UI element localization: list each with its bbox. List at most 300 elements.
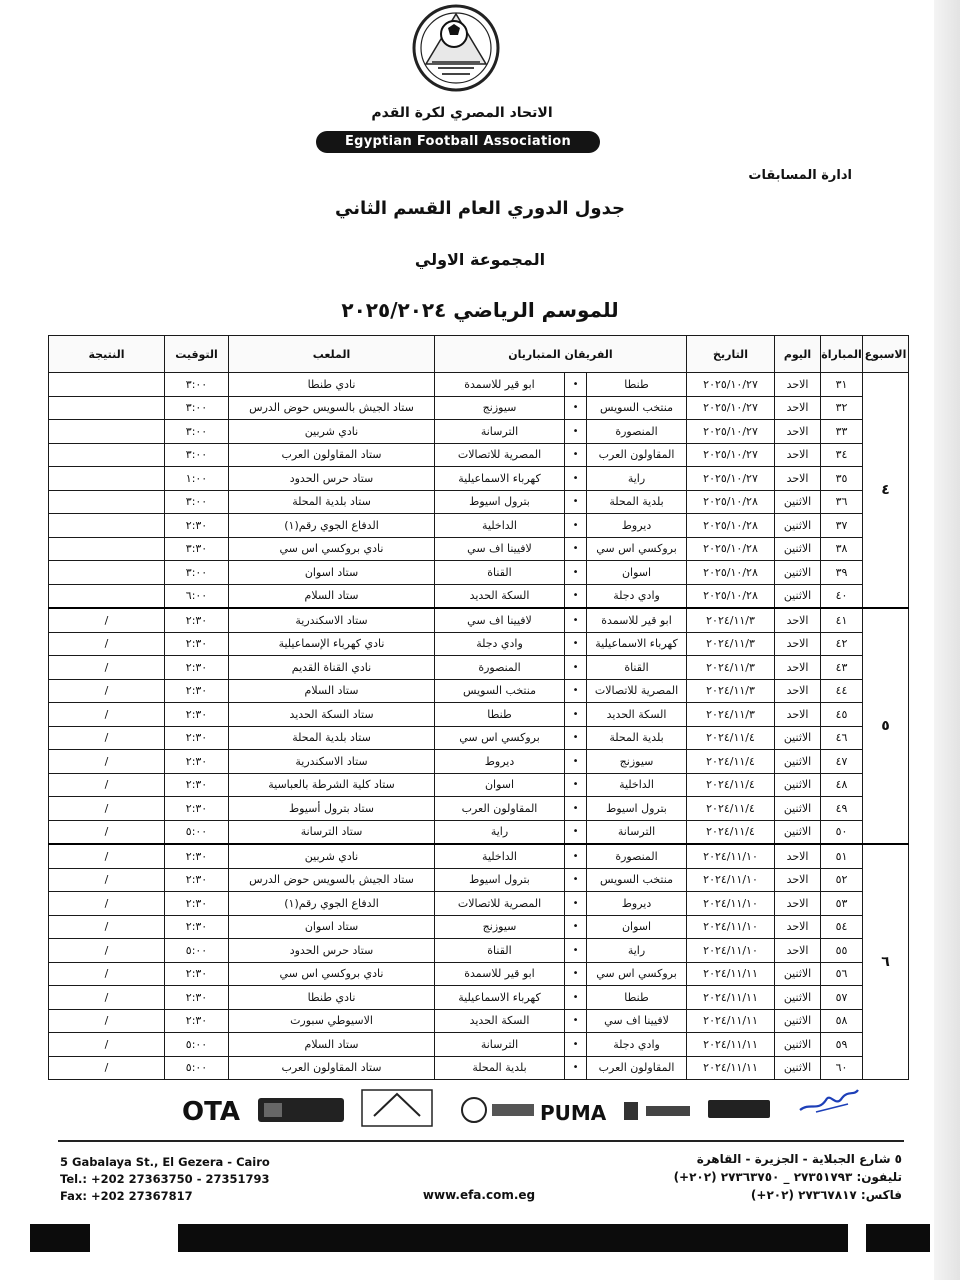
stadium-cell: نادي شربين bbox=[229, 844, 435, 868]
day-cell: الاثنين bbox=[775, 773, 821, 797]
versus-dot: • bbox=[565, 797, 587, 821]
away-team-cell: منتخب السويس bbox=[435, 679, 565, 703]
versus-dot: • bbox=[565, 750, 587, 774]
time-cell: ٢:٣٠ bbox=[165, 962, 229, 986]
result-cell: / bbox=[49, 939, 165, 963]
signature-mark bbox=[796, 1082, 862, 1118]
date-cell: ٢٠٢٤/١١/١٠ bbox=[687, 868, 775, 892]
time-cell: ٣:٠٠ bbox=[165, 420, 229, 444]
date-cell: ٢٠٢٤/١١/٣ bbox=[687, 656, 775, 680]
home-team-cell: بلدية المحلة bbox=[587, 490, 687, 514]
week-number-cell: ٥ bbox=[863, 608, 909, 844]
match-row bbox=[49, 490, 909, 514]
stadium-cell: ستاد الترسانة bbox=[229, 820, 435, 844]
col-header-day: اليوم bbox=[775, 336, 821, 373]
result-cell: / bbox=[49, 892, 165, 916]
stadium-cell: ستاد السلام bbox=[229, 679, 435, 703]
address-english: 5 Gabalaya St., El Gezera - Cairo bbox=[60, 1155, 270, 1169]
versus-dot: • bbox=[565, 561, 587, 585]
versus-dot: • bbox=[565, 584, 587, 608]
stadium-cell: نادي القناة القديم bbox=[229, 656, 435, 680]
stadium-cell: ستاد السكة الحديد bbox=[229, 703, 435, 727]
day-cell: الاحد bbox=[775, 396, 821, 420]
versus-dot: • bbox=[565, 773, 587, 797]
sponsor-ota-logo: OTA bbox=[182, 1097, 240, 1127]
federation-name-arabic: الاتحاد المصري لكرة القدم bbox=[371, 105, 553, 121]
match-no-cell: ٣٤ bbox=[821, 443, 863, 467]
date-cell: ٢٠٢٤/١١/٤ bbox=[687, 750, 775, 774]
result-cell: / bbox=[49, 1033, 165, 1057]
result-cell: / bbox=[49, 773, 165, 797]
home-team-cell: بروكسي اس سي bbox=[587, 962, 687, 986]
match-no-cell: ٣٥ bbox=[821, 467, 863, 491]
day-cell: الاثنين bbox=[775, 962, 821, 986]
away-team-cell: بترول اسيوط bbox=[435, 868, 565, 892]
match-schedule-table bbox=[48, 335, 909, 1080]
stadium-cell: ستاد الاسكندرية bbox=[229, 608, 435, 632]
stadium-cell: نادي شربين bbox=[229, 420, 435, 444]
result-cell bbox=[49, 561, 165, 585]
time-cell: ٢:٣٠ bbox=[165, 514, 229, 538]
col-header-week: الاسبوع bbox=[863, 336, 909, 373]
away-team-cell: السكة الحديد bbox=[435, 584, 565, 608]
date-cell: ٢٠٢٥/١٠/٢٨ bbox=[687, 490, 775, 514]
time-cell: ٢:٣٠ bbox=[165, 986, 229, 1010]
away-team-cell: بترول اسيوط bbox=[435, 490, 565, 514]
time-cell: ٣:٠٠ bbox=[165, 396, 229, 420]
time-cell: ٣:٠٠ bbox=[165, 443, 229, 467]
stadium-cell: ستاد بلدية المحلة bbox=[229, 726, 435, 750]
result-cell: / bbox=[49, 962, 165, 986]
day-cell: الاثنين bbox=[775, 726, 821, 750]
result-cell bbox=[49, 514, 165, 538]
match-no-cell: ٣٣ bbox=[821, 420, 863, 444]
time-cell: ٣:٠٠ bbox=[165, 490, 229, 514]
result-cell: / bbox=[49, 868, 165, 892]
federation-name-english: Egyptian Football Association bbox=[316, 131, 600, 153]
stadium-cell: ستاد اسوان bbox=[229, 561, 435, 585]
versus-dot: • bbox=[565, 820, 587, 844]
date-cell: ٢٠٢٥/١٠/٢٧ bbox=[687, 420, 775, 444]
result-cell bbox=[49, 490, 165, 514]
versus-dot: • bbox=[565, 1056, 587, 1080]
home-team-cell: المقاولون العرب bbox=[587, 443, 687, 467]
match-no-cell: ٤٦ bbox=[821, 726, 863, 750]
away-team-cell: المصرية للاتصالات bbox=[435, 443, 565, 467]
day-cell: الاحد bbox=[775, 467, 821, 491]
time-cell: ٣:٣٠ bbox=[165, 537, 229, 561]
match-row bbox=[49, 892, 909, 916]
result-cell bbox=[49, 584, 165, 608]
day-cell: الاحد bbox=[775, 420, 821, 444]
stadium-cell: ستاد الاسكندرية bbox=[229, 750, 435, 774]
result-cell: / bbox=[49, 703, 165, 727]
match-no-cell: ٣٩ bbox=[821, 561, 863, 585]
department-label: ادارة المسابقات bbox=[748, 168, 852, 183]
footer-contact-arabic bbox=[674, 1150, 902, 1204]
home-team-cell: وادي دجلة bbox=[587, 584, 687, 608]
date-cell: ٢٠٢٥/١٠/٢٧ bbox=[687, 396, 775, 420]
home-team-cell: بلدية المحلة bbox=[587, 726, 687, 750]
away-team-cell: لافيينا اف سي bbox=[435, 537, 565, 561]
stadium-cell: الدفاع الجوي رقم(١) bbox=[229, 892, 435, 916]
fax-english: Fax: +202 27367817 bbox=[60, 1189, 193, 1203]
match-row bbox=[49, 1056, 909, 1080]
time-cell: ٢:٣٠ bbox=[165, 773, 229, 797]
match-row bbox=[49, 986, 909, 1010]
away-team-cell: الداخلية bbox=[435, 844, 565, 868]
stadium-cell: ستاد حرس الحدود bbox=[229, 467, 435, 491]
match-no-cell: ٣٧ bbox=[821, 514, 863, 538]
away-team-cell: المقاولون العرب bbox=[435, 797, 565, 821]
away-team-cell: القناة bbox=[435, 939, 565, 963]
match-no-cell: ٤٢ bbox=[821, 632, 863, 656]
date-cell: ٢٠٢٤/١١/٤ bbox=[687, 726, 775, 750]
day-cell: الاحد bbox=[775, 703, 821, 727]
day-cell: الاثنين bbox=[775, 584, 821, 608]
document-title: جدول الدوري العام القسم الثاني bbox=[335, 198, 625, 219]
match-row bbox=[49, 962, 909, 986]
match-no-cell: ٥٨ bbox=[821, 1009, 863, 1033]
home-team-cell: منتخب السويس bbox=[587, 868, 687, 892]
away-team-cell: الترسانة bbox=[435, 1033, 565, 1057]
telephone-english: Tel.: +202 27363750 - 27351793 bbox=[60, 1172, 270, 1186]
time-cell: ٣:٠٠ bbox=[165, 561, 229, 585]
match-no-cell: ٥٦ bbox=[821, 962, 863, 986]
date-cell: ٢٠٢٤/١١/٣ bbox=[687, 608, 775, 632]
versus-dot: • bbox=[565, 679, 587, 703]
time-cell: ٥:٠٠ bbox=[165, 939, 229, 963]
footer-contact-english bbox=[60, 1154, 270, 1205]
date-cell: ٢٠٢٤/١١/٣ bbox=[687, 632, 775, 656]
time-cell: ٥:٠٠ bbox=[165, 820, 229, 844]
date-cell: ٢٠٢٤/١١/١١ bbox=[687, 962, 775, 986]
result-cell: / bbox=[49, 750, 165, 774]
away-team-cell: سيوزنج bbox=[435, 396, 565, 420]
home-team-cell: اسوان bbox=[587, 561, 687, 585]
home-team-cell: ديروط bbox=[587, 514, 687, 538]
day-cell: الاثنين bbox=[775, 1056, 821, 1080]
match-row bbox=[49, 750, 909, 774]
date-cell: ٢٠٢٤/١١/٤ bbox=[687, 797, 775, 821]
home-team-cell: بروكسي اس سي bbox=[587, 537, 687, 561]
efa-logo bbox=[404, 2, 508, 100]
time-cell: ٢:٣٠ bbox=[165, 656, 229, 680]
date-cell: ٢٠٢٤/١١/٣ bbox=[687, 679, 775, 703]
away-team-cell: طنطا bbox=[435, 703, 565, 727]
stadium-cell: ستاد السلام bbox=[229, 1033, 435, 1057]
day-cell: الاحد bbox=[775, 915, 821, 939]
result-cell: / bbox=[49, 656, 165, 680]
day-cell: الاحد bbox=[775, 632, 821, 656]
time-cell: ٥:٠٠ bbox=[165, 1056, 229, 1080]
sponsor-bank-logo bbox=[708, 1100, 770, 1118]
table-header-row bbox=[49, 336, 909, 373]
away-team-cell: بلدية المحلة bbox=[435, 1056, 565, 1080]
match-no-cell: ٥٠ bbox=[821, 820, 863, 844]
home-team-cell: راية bbox=[587, 467, 687, 491]
time-cell: ٢:٣٠ bbox=[165, 892, 229, 916]
day-cell: الاحد bbox=[775, 868, 821, 892]
date-cell: ٢٠٢٥/١٠/٢٨ bbox=[687, 537, 775, 561]
home-team-cell: طنطا bbox=[587, 986, 687, 1010]
home-team-cell: القناة bbox=[587, 656, 687, 680]
time-cell: ٢:٣٠ bbox=[165, 632, 229, 656]
match-row bbox=[49, 703, 909, 727]
time-cell: ٢:٣٠ bbox=[165, 844, 229, 868]
result-cell: / bbox=[49, 915, 165, 939]
footer-bar-left bbox=[30, 1224, 90, 1252]
home-team-cell: المقاولون العرب bbox=[587, 1056, 687, 1080]
result-cell: / bbox=[49, 608, 165, 632]
away-team-cell: راية bbox=[435, 820, 565, 844]
time-cell: ٢:٣٠ bbox=[165, 679, 229, 703]
stadium-cell: ستاد اسوان bbox=[229, 915, 435, 939]
away-team-cell: الترسانة bbox=[435, 420, 565, 444]
versus-dot: • bbox=[565, 490, 587, 514]
sponsor-shield-logo bbox=[624, 1102, 638, 1120]
match-no-cell: ٤٣ bbox=[821, 656, 863, 680]
match-row bbox=[49, 632, 909, 656]
result-cell: / bbox=[49, 820, 165, 844]
result-cell bbox=[49, 537, 165, 561]
home-team-cell: راية bbox=[587, 939, 687, 963]
match-row bbox=[49, 373, 909, 397]
stadium-cell: ستاد المقاولون العرب bbox=[229, 443, 435, 467]
away-team-cell: كهرباء الاسماعيلية bbox=[435, 986, 565, 1010]
time-cell: ٦:٠٠ bbox=[165, 584, 229, 608]
date-cell: ٢٠٢٤/١١/١٠ bbox=[687, 939, 775, 963]
match-no-cell: ٤٠ bbox=[821, 584, 863, 608]
versus-dot: • bbox=[565, 844, 587, 868]
result-cell: / bbox=[49, 726, 165, 750]
match-no-cell: ٥٣ bbox=[821, 892, 863, 916]
date-cell: ٢٠٢٤/١١/٣ bbox=[687, 703, 775, 727]
result-cell bbox=[49, 396, 165, 420]
home-team-cell: الداخلية bbox=[587, 773, 687, 797]
match-row bbox=[49, 1009, 909, 1033]
time-cell: ٢:٣٠ bbox=[165, 608, 229, 632]
day-cell: الاحد bbox=[775, 443, 821, 467]
versus-dot: • bbox=[565, 703, 587, 727]
versus-dot: • bbox=[565, 986, 587, 1010]
day-cell: الاثنين bbox=[775, 514, 821, 538]
versus-dot: • bbox=[565, 939, 587, 963]
stadium-cell: ستاد بلدية المحلة bbox=[229, 490, 435, 514]
home-team-cell: منتخب السويس bbox=[587, 396, 687, 420]
versus-dot: • bbox=[565, 608, 587, 632]
date-cell: ٢٠٢٤/١١/١١ bbox=[687, 1009, 775, 1033]
versus-dot: • bbox=[565, 537, 587, 561]
day-cell: الاحد bbox=[775, 656, 821, 680]
match-no-cell: ٤١ bbox=[821, 608, 863, 632]
group-title: المجموعة الاولي bbox=[414, 250, 546, 269]
away-team-cell: ابو قير للاسمدة bbox=[435, 373, 565, 397]
stadium-cell: نادي كهرباء الإسماعيلية bbox=[229, 632, 435, 656]
versus-dot: • bbox=[565, 420, 587, 444]
website-link[interactable]: www.efa.com.eg bbox=[422, 1188, 536, 1202]
result-cell: / bbox=[49, 797, 165, 821]
time-cell: ٥:٠٠ bbox=[165, 1033, 229, 1057]
match-no-cell: ٤٤ bbox=[821, 679, 863, 703]
sponsors-strip bbox=[178, 1080, 778, 1136]
date-cell: ٢٠٢٤/١١/٤ bbox=[687, 820, 775, 844]
col-header-match-no: المباراة bbox=[821, 336, 863, 373]
date-cell: ٢٠٢٥/١٠/٢٨ bbox=[687, 514, 775, 538]
away-team-cell: بروكسي اس سي bbox=[435, 726, 565, 750]
away-team-cell: وادي دجلة bbox=[435, 632, 565, 656]
versus-dot: • bbox=[565, 632, 587, 656]
stadium-cell: نادي بروكسي اس سي bbox=[229, 537, 435, 561]
match-row bbox=[49, 584, 909, 608]
result-cell: / bbox=[49, 679, 165, 703]
home-team-cell: المنصورة bbox=[587, 420, 687, 444]
match-no-cell: ٤٩ bbox=[821, 797, 863, 821]
match-no-cell: ٥٩ bbox=[821, 1033, 863, 1057]
day-cell: الاحد bbox=[775, 608, 821, 632]
match-row bbox=[49, 773, 909, 797]
versus-dot: • bbox=[565, 467, 587, 491]
time-cell: ٢:٣٠ bbox=[165, 703, 229, 727]
home-team-cell: ديروط bbox=[587, 892, 687, 916]
day-cell: الاحد bbox=[775, 892, 821, 916]
stadium-cell: نادي بروكسي اس سي bbox=[229, 962, 435, 986]
time-cell: ٢:٣٠ bbox=[165, 1009, 229, 1033]
home-team-cell: سيوزنج bbox=[587, 750, 687, 774]
match-no-cell: ٣٨ bbox=[821, 537, 863, 561]
date-cell: ٢٠٢٤/١١/١٠ bbox=[687, 844, 775, 868]
result-cell: / bbox=[49, 1056, 165, 1080]
match-row bbox=[49, 1033, 909, 1057]
col-header-time: التوقيت bbox=[165, 336, 229, 373]
result-cell bbox=[49, 420, 165, 444]
day-cell: الاثنين bbox=[775, 1033, 821, 1057]
versus-dot: • bbox=[565, 1033, 587, 1057]
page-edge-shadow bbox=[934, 0, 960, 1280]
home-team-cell: السكة الحديد bbox=[587, 703, 687, 727]
stadium-cell: ستاد حرس الحدود bbox=[229, 939, 435, 963]
home-team-cell: بترول اسيوط bbox=[587, 797, 687, 821]
home-team-cell: اسوان bbox=[587, 915, 687, 939]
week-number-cell: ٤ bbox=[863, 373, 909, 609]
away-team-cell: المنصورة bbox=[435, 656, 565, 680]
footer-divider bbox=[58, 1140, 904, 1142]
date-cell: ٢٠٢٤/١١/٤ bbox=[687, 773, 775, 797]
stadium-cell: الدفاع الجوي رقم(١) bbox=[229, 514, 435, 538]
day-cell: الاحد bbox=[775, 844, 821, 868]
col-header-date: التاريخ bbox=[687, 336, 775, 373]
match-row bbox=[49, 726, 909, 750]
stadium-cell: ستاد السلام bbox=[229, 584, 435, 608]
versus-dot: • bbox=[565, 514, 587, 538]
day-cell: الاثنين bbox=[775, 750, 821, 774]
away-team-cell: السكة الحديد bbox=[435, 1009, 565, 1033]
day-cell: الاحد bbox=[775, 679, 821, 703]
home-team-cell: لافيينا اف سي bbox=[587, 1009, 687, 1033]
match-no-cell: ٤٧ bbox=[821, 750, 863, 774]
day-cell: الاحد bbox=[775, 373, 821, 397]
day-cell: الاحد bbox=[775, 939, 821, 963]
match-row bbox=[49, 679, 909, 703]
date-cell: ٢٠٢٤/١١/١١ bbox=[687, 986, 775, 1010]
match-no-cell: ٣٢ bbox=[821, 396, 863, 420]
time-cell: ١:٠٠ bbox=[165, 467, 229, 491]
day-cell: الاثنين bbox=[775, 561, 821, 585]
away-team-cell: ديروط bbox=[435, 750, 565, 774]
match-no-cell: ٥١ bbox=[821, 844, 863, 868]
stadium-cell: ستاد كلية الشرطة بالعباسية bbox=[229, 773, 435, 797]
day-cell: الاثنين bbox=[775, 490, 821, 514]
home-team-cell: الترسانة bbox=[587, 820, 687, 844]
day-cell: الاثنين bbox=[775, 986, 821, 1010]
match-row bbox=[49, 537, 909, 561]
home-team-cell: ابو قير للاسمدة bbox=[587, 608, 687, 632]
versus-dot: • bbox=[565, 962, 587, 986]
date-cell: ٢٠٢٥/١٠/٢٧ bbox=[687, 467, 775, 491]
date-cell: ٢٠٢٤/١١/١١ bbox=[687, 1056, 775, 1080]
match-row bbox=[49, 820, 909, 844]
versus-dot: • bbox=[565, 1009, 587, 1033]
table-body bbox=[49, 373, 909, 1080]
away-team-cell: القناة bbox=[435, 561, 565, 585]
match-row bbox=[49, 656, 909, 680]
date-cell: ٢٠٢٤/١١/١٠ bbox=[687, 892, 775, 916]
versus-dot: • bbox=[565, 868, 587, 892]
match-row bbox=[49, 844, 909, 868]
time-cell: ٣:٠٠ bbox=[165, 373, 229, 397]
fax-arabic: فاكس: ٢٧٣٦٧٨١٧ (٢٠٢+) bbox=[750, 1188, 902, 1202]
day-cell: الاثنين bbox=[775, 797, 821, 821]
day-cell: الاثنين bbox=[775, 1009, 821, 1033]
match-no-cell: ٥٢ bbox=[821, 868, 863, 892]
day-cell: الاثنين bbox=[775, 820, 821, 844]
match-row bbox=[49, 420, 909, 444]
match-row bbox=[49, 514, 909, 538]
away-team-cell: المصرية للاتصالات bbox=[435, 892, 565, 916]
col-header-result: النتيجة bbox=[49, 336, 165, 373]
result-cell bbox=[49, 443, 165, 467]
stadium-cell: ستاد الجيش بالسويس حوض الدرس bbox=[229, 396, 435, 420]
match-row bbox=[49, 797, 909, 821]
match-row bbox=[49, 443, 909, 467]
match-row bbox=[49, 939, 909, 963]
time-cell: ٢:٣٠ bbox=[165, 915, 229, 939]
versus-dot: • bbox=[565, 656, 587, 680]
away-team-cell: ابو قير للاسمدة bbox=[435, 962, 565, 986]
result-cell: / bbox=[49, 1009, 165, 1033]
footer-bar-middle bbox=[178, 1224, 848, 1252]
stadium-cell: ستاد بترول أسيوط bbox=[229, 797, 435, 821]
stadium-cell: نادي طنطا bbox=[229, 373, 435, 397]
match-row bbox=[49, 396, 909, 420]
date-cell: ٢٠٢٥/١٠/٢٧ bbox=[687, 443, 775, 467]
telephone-arabic: تليفون: ٢٧٣٥١٧٩٣ _ ٢٧٣٦٣٧٥٠ (٢٠٢+) bbox=[673, 1170, 902, 1184]
stadium-cell: ستاد المقاولون العرب bbox=[229, 1056, 435, 1080]
match-no-cell: ٤٥ bbox=[821, 703, 863, 727]
date-cell: ٢٠٢٥/١٠/٢٧ bbox=[687, 373, 775, 397]
versus-dot: • bbox=[565, 396, 587, 420]
match-no-cell: ٥٥ bbox=[821, 939, 863, 963]
match-no-cell: ٣٦ bbox=[821, 490, 863, 514]
match-row bbox=[49, 915, 909, 939]
result-cell: / bbox=[49, 844, 165, 868]
week-number-cell: ٦ bbox=[863, 844, 909, 1080]
col-header-stadium: الملعب bbox=[229, 336, 435, 373]
versus-dot: • bbox=[565, 726, 587, 750]
time-cell: ٢:٣٠ bbox=[165, 726, 229, 750]
sponsor-emblem-logo bbox=[462, 1098, 486, 1122]
versus-dot: • bbox=[565, 892, 587, 916]
